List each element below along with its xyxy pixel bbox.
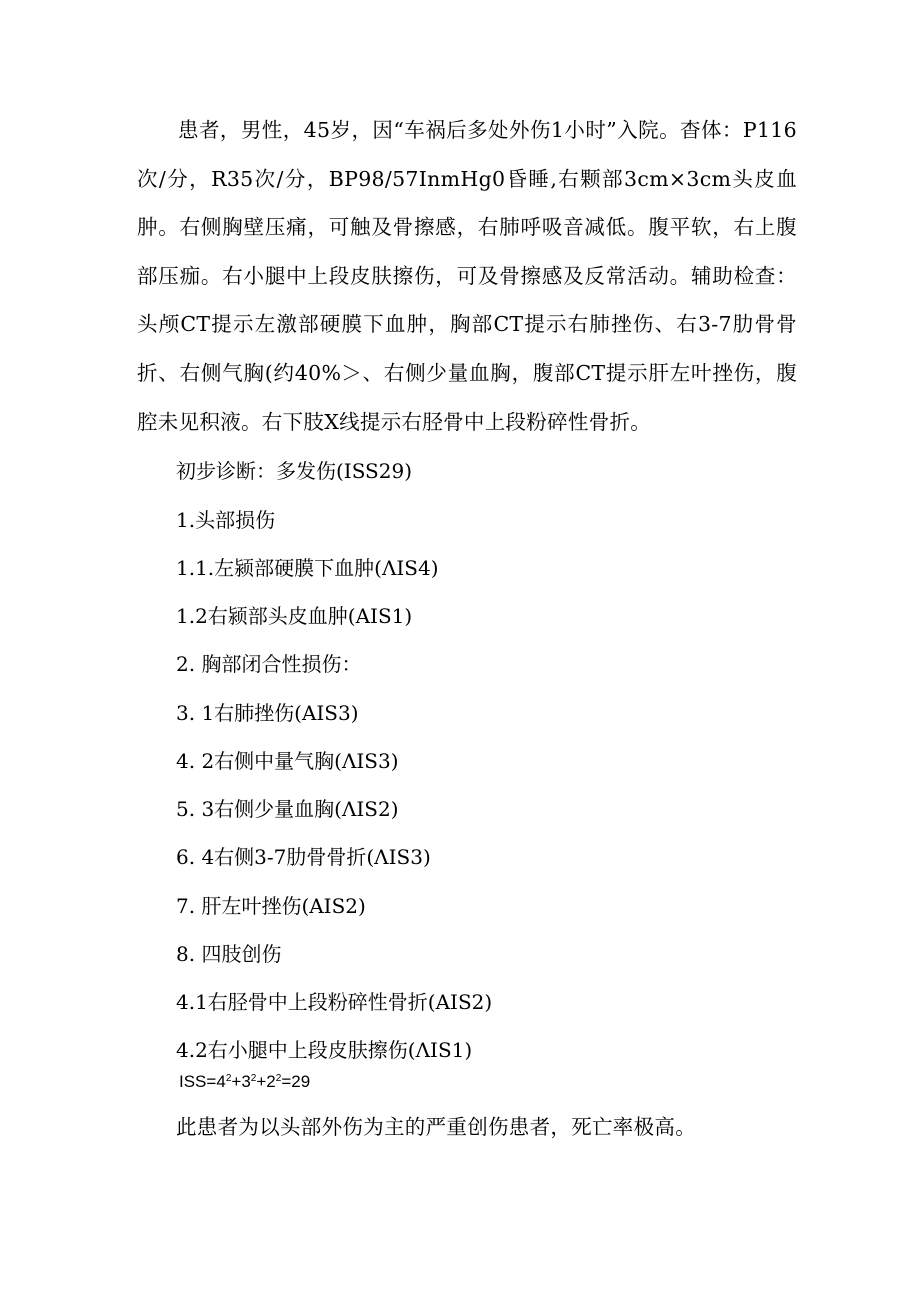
diagnosis-item: 7. 肝左叶挫伤(AIS2)	[176, 894, 366, 918]
diagnosis-item: 1.1.左颍部硬膜下血肿(ΛIS4)	[176, 556, 439, 580]
iss-base: 2	[266, 1072, 276, 1091]
iss-base: 3	[241, 1072, 251, 1091]
iss-exponent: 2	[275, 1073, 282, 1084]
diagnosis-item: 8. 四肢创伤	[176, 942, 282, 966]
case-description-paragraph: 患者，男性，45岁，因“车祸后多处外伤1小时”入院。杳体：P116次/分，R35次/分，BP98/57InmHg0昏睡,右颗部3cm×3cm头皮血肿。右侧胸壁压痛，可触及骨擦感，右肺呼吸音减低。腹平软，右上腹部压痂。右小腿中上段皮肤擦伤，可及骨擦感及反常活动。辅助检查：头颅CT提示左激部硬膜下血肿，胸部CT提示右肺挫伤、右3-7肋骨骨折、右侧气胸(约40%＞、右侧少量血胸，腹部CT提示肝左叶挫伤，腹腔未见积液。右下肢X线提示右胫骨中上段粉碎性骨折。	[137, 118, 797, 434]
iss-formula	[179, 1070, 310, 1094]
diagnosis-item: 1.2右颍部头皮血肿(AIS1)	[176, 604, 413, 628]
diagnosis-item: 4. 2右侧中量气胸(ΛIS3)	[176, 749, 399, 773]
diagnosis-item: 4.2右小腿中上段皮肤擦伤(ΛIS1)	[176, 1038, 473, 1062]
diagnosis-item: 1.头部损伤	[176, 508, 276, 532]
diagnosis-item: 2. 胸部闭合性损伤：	[176, 652, 362, 676]
diagnosis-item: 4.1右胫骨中上段粉碎性骨折(AIS2)	[176, 990, 493, 1014]
diagnosis-item: 6. 4右侧3-7肋骨骨折(ΛIS3)	[176, 845, 431, 869]
iss-base: 4	[216, 1072, 226, 1091]
iss-plus: +	[231, 1072, 242, 1091]
diagnosis-item: 3. 1右肺挫伤(AIS3)	[176, 701, 359, 725]
diagnosis-item: 5. 3右侧少量血胸(ΛIS2)	[176, 797, 399, 821]
iss-exponent: 2	[225, 1073, 232, 1084]
iss-plus: +	[256, 1072, 267, 1091]
iss-formula-rhs: =29	[281, 1072, 311, 1091]
conclusion-text: 此患者为以头部外伤为主的严重创伤患者，死亡率极高。	[176, 1115, 696, 1139]
diagnosis-title: 初步诊断：多发伤(ISS29)	[176, 459, 413, 483]
iss-formula-lhs: ISS=	[179, 1072, 217, 1091]
iss-exponent: 2	[250, 1073, 257, 1084]
